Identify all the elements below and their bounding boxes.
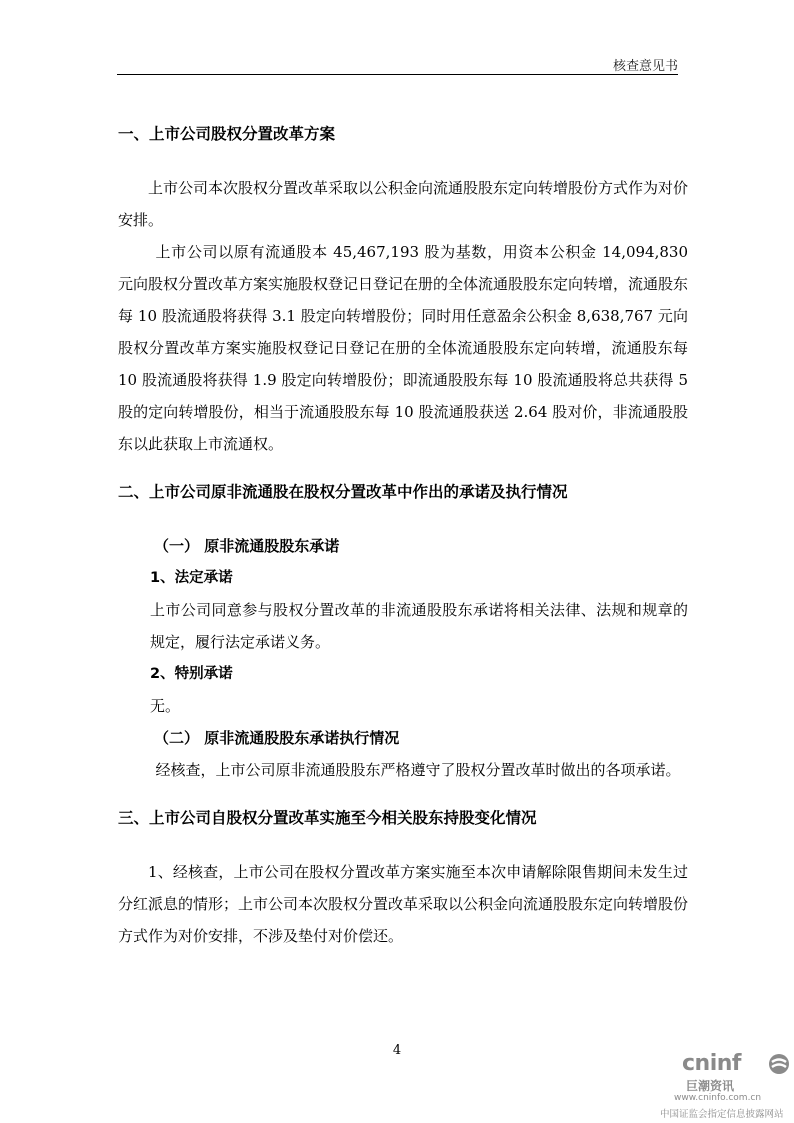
commitment-1-text: 上市公司同意参与股权分置改革的非流通股股东承诺将相关法律、法规和规章的规定，履行法定承诺义务。 <box>150 601 688 651</box>
section-2-sub-1-heading: （一） 原非流通股股东承诺 <box>154 537 340 555</box>
section-2-sub-2-text: 经核查，上市公司原非流通股股东严格遵守了股权分置改革时做出的各项承诺。 <box>155 761 681 779</box>
section-3-paragraph-1: 1、经核查，上市公司在股权分置改革方案实施至本次申请解除限售期间未发生过分红派息的情形；上市公司本次股权分置改革采取以公积金向流通股股东定向转增股份方式作为对价安排，不涉及垫付对价偿还。 <box>118 863 689 945</box>
logo-wordmark: cninf <box>682 1051 741 1076</box>
section-2-heading: 二、上市公司原非流通股在股权分置改革中作出的承诺及执行情况 <box>118 483 568 501</box>
running-header: 核查意见书 <box>612 59 678 74</box>
section-1-paragraph-2: 上市公司以原有流通股本 45,467,193 股为基数，用资本公积金 14,094,830 元向股权分置改革方案实施股权登记日登记在册的全体流通股股东定向转增，流通股东每 10 股流通股将获得 3.1 股定向转增股份；同时用任意盈余公积金 8,638,767 元向股权分置改革方案实施股权登记日登记在册的全体流通股股东定向转增，流通股东每 10 股流通股将获得 1.9 股定向转增股份；即流通股股东每 10 股流通股将总共获得 5 股的定向转增股份，相当于流通股股东每 10 股流通股获送 2.64 股对价，非流通股股东以此获取上市流通权。 <box>118 243 689 453</box>
logo-url: www.cninfo.com.cn <box>674 1093 762 1103</box>
commitment-1-heading: 1、法定承诺 <box>150 570 233 586</box>
logo-chinese-name: 巨潮资讯 <box>686 1079 735 1093</box>
logo-description: 中国证监会指定信息披露网站 <box>660 1109 784 1120</box>
document-body <box>118 118 688 952</box>
section-1-heading: 一、上市公司股权分置改革方案 <box>118 125 336 143</box>
section-2-sub-2-heading: （二） 原非流通股股东承诺执行情况 <box>154 729 400 747</box>
page-number: 4 <box>392 1043 402 1058</box>
commitment-2-heading: 2、特别承诺 <box>150 666 233 682</box>
commitment-2-text: 无。 <box>150 697 181 715</box>
header-rule <box>117 74 678 75</box>
section-3-heading: 三、上市公司自股权分置改革实施至今相关股东持股变化情况 <box>118 809 537 827</box>
cninfo-logo <box>660 1045 794 1123</box>
cninfo-swirl-icon <box>768 1053 790 1075</box>
section-1-paragraph-1: 上市公司本次股权分置改革采取以公积金向流通股股东定向转增股份方式作为对价安排。 <box>118 179 689 229</box>
